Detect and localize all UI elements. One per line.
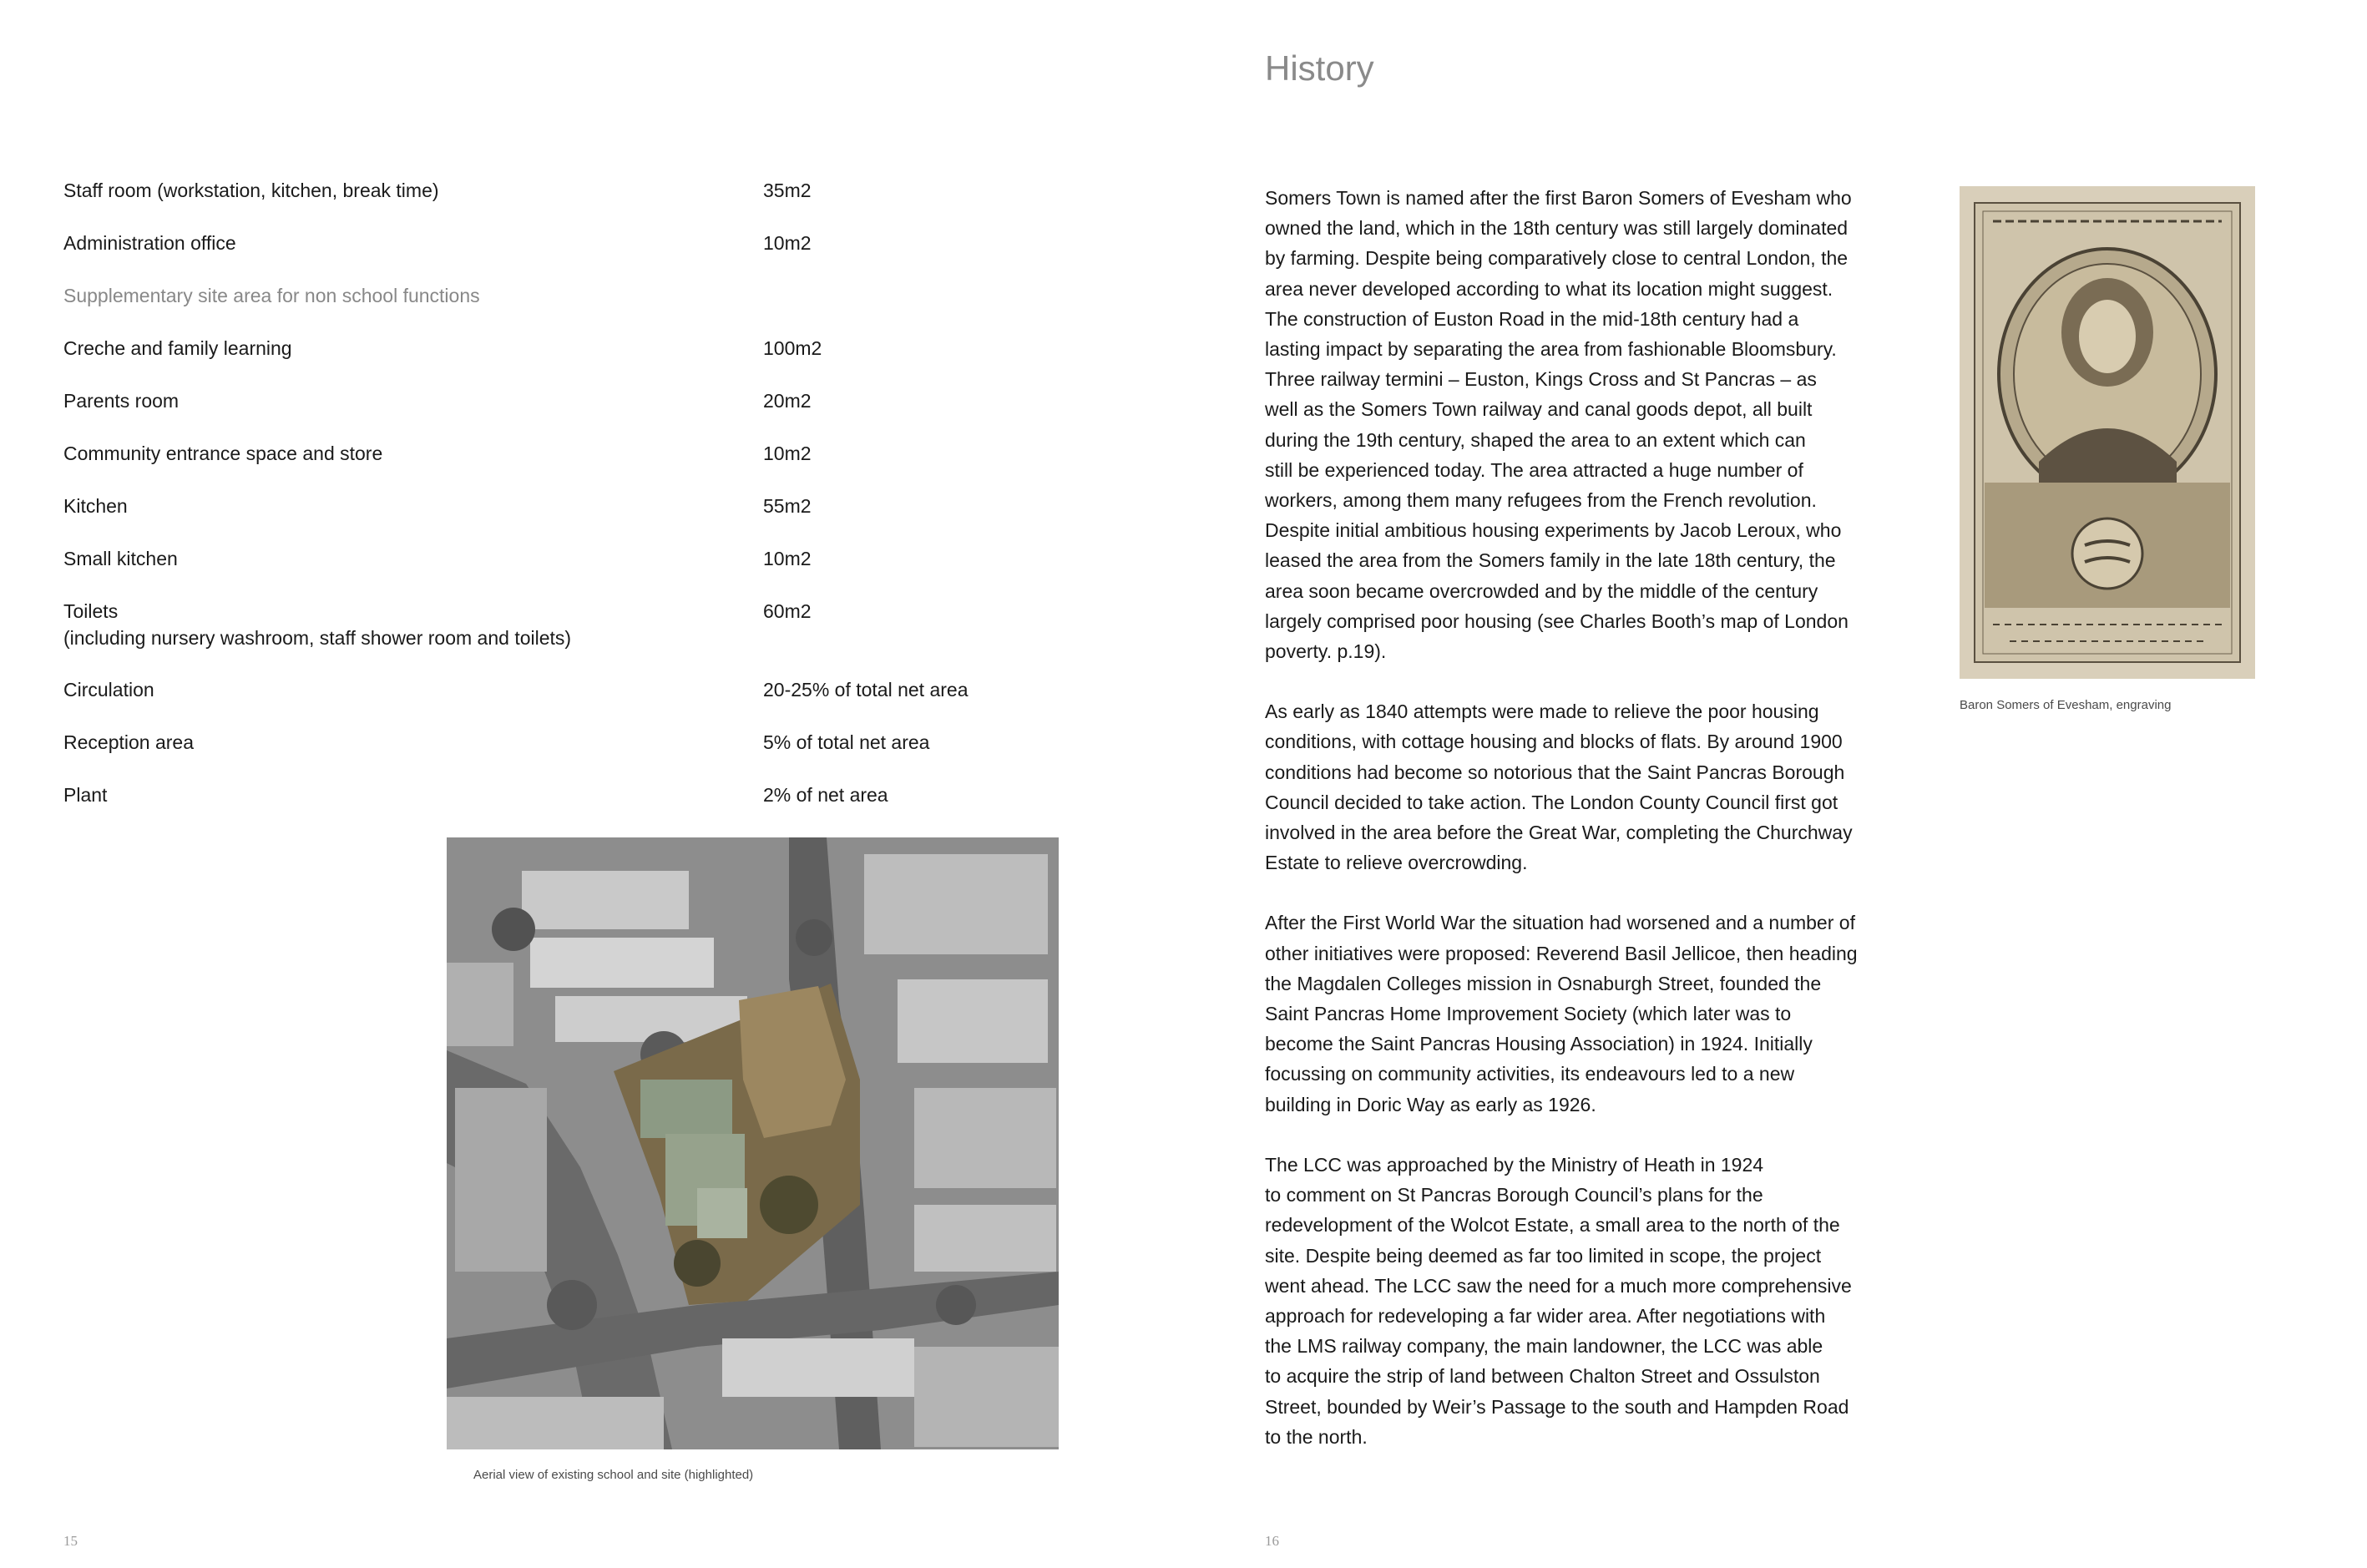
text-line: workers, among them many refugees from the French revolution. xyxy=(1265,489,1817,512)
text-line: well as the Somers Town railway and canal goods depot, all built xyxy=(1265,398,1813,421)
text-line: lasting impact by separating the area from fashionable Bloomsbury. xyxy=(1265,338,1837,361)
area-value: 10m2 xyxy=(763,443,812,464)
history-paragraph xyxy=(1265,908,1883,1119)
text-line: by farming. Despite being comparatively close to central London, the xyxy=(1265,247,1849,270)
page-number: 16 xyxy=(1265,1533,1279,1549)
text-line: to comment on St Pancras Borough Council’s plans for the xyxy=(1265,1184,1763,1206)
area-row xyxy=(63,230,1024,282)
area-name: Creche and family learning xyxy=(63,337,292,359)
area-value: 35m2 xyxy=(763,180,812,201)
area-row xyxy=(63,440,1024,493)
area-value: 2% of net area xyxy=(763,784,888,806)
text-line: conditions, with cottage housing and blocks of flats. By around 1900 xyxy=(1265,731,1843,753)
text-line: redevelopment of the Wolcot Estate, a small area to the north of the xyxy=(1265,1214,1840,1237)
text-line: to the north. xyxy=(1265,1425,1368,1448)
area-name: Supplementary site area for non school functions xyxy=(63,285,480,306)
portrait-engraving xyxy=(1960,186,2255,679)
text-line: site. Despite being deemed as far too limited in scope, the project xyxy=(1265,1244,1822,1267)
area-name: Parents room xyxy=(63,390,180,412)
area-value: 100m2 xyxy=(763,337,822,359)
text-line: Somers Town is named after the first Baron Somers of Evesham who xyxy=(1265,187,1852,209)
text-line: owned the land, which in the 18th century was still largely dominated xyxy=(1265,217,1849,240)
aerial-photo-caption: Aerial view of existing school and site (highlighted) xyxy=(473,1468,754,1482)
area-row xyxy=(63,545,1024,598)
area-name-line: Toilets xyxy=(63,600,119,622)
area-name: Community entrance space and store xyxy=(63,443,383,464)
area-name: Kitchen xyxy=(63,495,128,517)
page-number: 15 xyxy=(63,1533,78,1549)
text-line: Estate to relieve overcrowding. xyxy=(1265,852,1528,874)
history-paragraph xyxy=(1265,1150,1883,1452)
page-title: History xyxy=(1265,48,1374,88)
area-name: Circulation xyxy=(63,679,154,701)
area-name xyxy=(63,598,731,651)
area-name: Staff room (workstation, kitchen, break time) xyxy=(63,180,439,201)
area-name-note: (including nursery washroom, staff shower room and toilets) xyxy=(63,627,572,649)
area-name: Plant xyxy=(63,784,108,806)
area-subheading xyxy=(63,282,1024,335)
text-line: the LMS railway company, the main landowner, the LCC was able xyxy=(1265,1335,1823,1358)
text-line: leased the area from the Somers family in the late 18th century, the xyxy=(1265,549,1836,572)
area-name: Reception area xyxy=(63,731,194,753)
text-line: approach for redeveloping a far wider area. After negotiations with xyxy=(1265,1304,1826,1327)
text-line: poverty. p.19). xyxy=(1265,640,1387,663)
area-value: 10m2 xyxy=(763,548,812,569)
history-paragraph xyxy=(1265,183,1883,666)
area-value: 20-25% of total net area xyxy=(763,679,969,701)
text-line: other initiatives were proposed: Reverend Basil Jellicoe, then heading xyxy=(1265,942,1858,964)
text-line: Saint Pancras Home Improvement Society (which later was to xyxy=(1265,1003,1792,1025)
area-value: 55m2 xyxy=(763,495,812,517)
area-row xyxy=(63,493,1024,545)
text-line: The construction of Euston Road in the mid-18th century had a xyxy=(1265,307,1799,330)
right-page xyxy=(1183,0,2367,1568)
aerial-photo-graphic xyxy=(447,837,1059,1449)
text-line: largely comprised poor housing (see Charles Booth’s map of London xyxy=(1265,609,1849,632)
area-name: Administration office xyxy=(63,232,236,254)
area-value: 5% of total net area xyxy=(763,731,930,753)
history-paragraph xyxy=(1265,696,1883,878)
text-line: Three railway termini – Euston, Kings Cross and St Pancras – as xyxy=(1265,368,1817,391)
area-row xyxy=(63,387,1024,440)
text-line: the Magdalen Colleges mission in Osnaburgh Street, founded the xyxy=(1265,972,1822,994)
text-line: area soon became overcrowded and by the middle of the century xyxy=(1265,579,1818,602)
text-line: to acquire the strip of land between Chalton Street and Ossulston xyxy=(1265,1365,1820,1388)
text-line: during the 19th century, shaped the area to an extent which can xyxy=(1265,428,1806,451)
aerial-photo xyxy=(447,837,1059,1449)
left-page xyxy=(0,0,1183,1568)
area-row xyxy=(63,781,1024,834)
text-line: building in Doric Way as early as 1926. xyxy=(1265,1093,1596,1115)
area-value: 10m2 xyxy=(763,232,812,254)
text-line: After the First World War the situation had worsened and a number of xyxy=(1265,912,1855,934)
area-name: Small kitchen xyxy=(63,548,178,569)
text-line: involved in the area before the Great War, completing the Churchway xyxy=(1265,822,1853,844)
text-line: went ahead. The LCC saw the need for a much more comprehensive xyxy=(1265,1274,1852,1297)
area-row xyxy=(63,598,1024,676)
text-line: The LCC was approached by the Ministry of Heath in 1924 xyxy=(1265,1153,1764,1176)
text-line: focussing on community activities, its endeavours led to a new xyxy=(1265,1063,1795,1085)
text-line: As early as 1840 attempts were made to relieve the poor housing xyxy=(1265,701,1819,723)
portrait-engraving-graphic xyxy=(1960,186,2255,679)
area-row xyxy=(63,676,1024,729)
portrait-caption: Baron Somers of Evesham, engraving xyxy=(1960,698,2172,712)
text-line: Street, bounded by Weir’s Passage to the south and Hampden Road xyxy=(1265,1395,1849,1418)
area-row xyxy=(63,335,1024,387)
text-line: still be experienced today. The area attracted a huge number of xyxy=(1265,458,1803,481)
area-value: 60m2 xyxy=(763,600,812,622)
text-line: Council decided to take action. The London County Council first got xyxy=(1265,791,1838,813)
area-row xyxy=(63,729,1024,781)
text-line: Despite initial ambitious housing experiments by Jacob Leroux, who xyxy=(1265,519,1842,542)
history-body-text xyxy=(1265,183,1883,1482)
text-line: become the Saint Pancras Housing Association) in 1924. Initially xyxy=(1265,1033,1813,1055)
text-line: area never developed according to what its location might suggest. xyxy=(1265,277,1833,300)
area-value: 20m2 xyxy=(763,390,812,412)
area-row xyxy=(63,177,1024,230)
text-line: conditions had become so notorious that the Saint Pancras Borough xyxy=(1265,761,1845,783)
area-schedule-table xyxy=(63,177,1024,834)
